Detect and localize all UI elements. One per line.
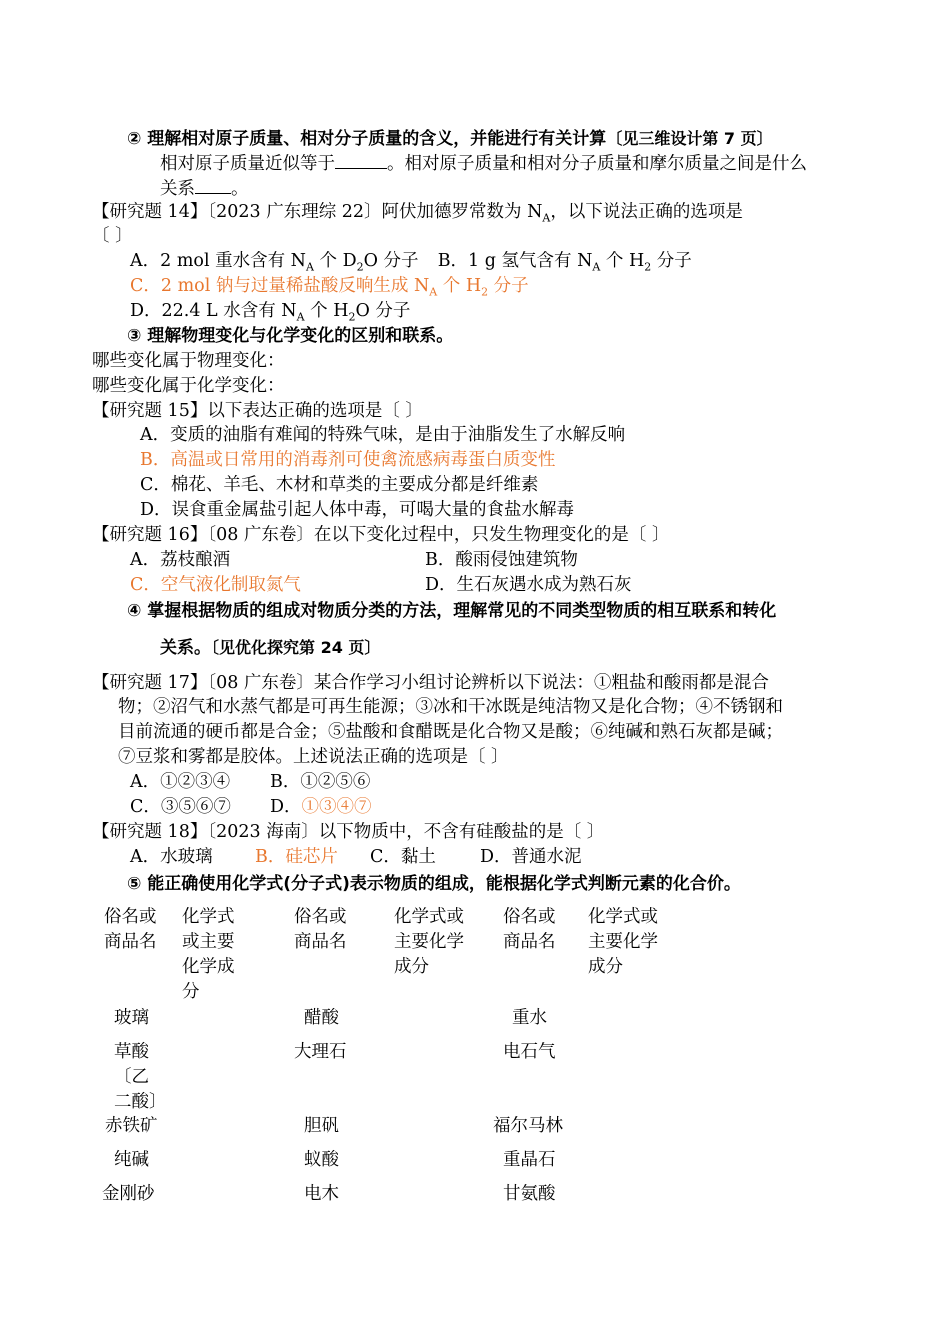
question-14-options-ab <box>130 249 692 273</box>
objective-2-title: ② 理解相对原子质量、相对分子质量的含义，并能进行有关计算 <box>127 129 607 149</box>
question-16-option-d: D．生石灰遇水成为熟石灰 <box>425 575 632 595</box>
question-16-option-b: B．酸雨侵蚀建筑物 <box>425 550 578 570</box>
question-15-stem: 【研究题 15】以下表达正确的选项是〔 〕 <box>92 401 423 421</box>
objective-4-heading-line-1: ④ 掌握根据物质的组成对物质分类的方法，理解常见的不同类型物质的相互联系和转化 <box>127 601 777 621</box>
table-cell: 电石气 <box>503 1042 556 1062</box>
question-16-option-c: C．空气液化制取氮气 <box>130 575 301 595</box>
table-header-formula-1: 化学式或主要化学成分 <box>182 907 235 1002</box>
question-label: 【研究题 15】 <box>92 401 208 421</box>
question-15-option-b: B．高温或日常用的消毒剂可使禽流感病毒蛋白质变性 <box>140 450 556 470</box>
question-17-line-1: 【研究题 17】〔08 广东卷〕某合作学习小组讨论辨析以下说法：①粗盐和酸雨都是混合 <box>92 673 769 693</box>
question-label: 【研究题 18】 <box>92 822 208 842</box>
question-17-option-a: A．①②③④ <box>130 772 231 792</box>
objective-3-heading: ③ 理解物理变化与化学变化的区别和联系。 <box>127 326 454 346</box>
question-18-stem: 【研究题 18】〔2023 海南〕以下物质中，不含有硅酸盐的是〔 〕 <box>92 822 605 842</box>
objective-4-note: 〔见优化探究第 24 页〕 <box>211 638 381 657</box>
table-cell: 蚁酸 <box>304 1150 339 1170</box>
objective-4-heading-line-2: 关系。〔见优化探究第 24 页〕 <box>160 638 381 658</box>
question-14-option-c: C．2 mol 钠与过量稀盐酸反响生成 $N_A$ 个 $H_2$ 分子 <box>130 276 529 299</box>
table-cell: 大理石 <box>294 1042 347 1062</box>
objective-2-question-line-2: 关系 。 <box>160 175 249 201</box>
question-label: 【研究题 17】 <box>92 673 208 693</box>
table-header-formula-3: 化学式或主要化学成分 <box>588 907 658 977</box>
question-14-stem: 【研究题 14】〔2023 广东理综 22〕阿伏加德罗常数为 $N_A$，以下说法正确的选项是 <box>92 202 743 225</box>
question-15-option-c: C．棉花、羊毛、木材和草类的主要成分都是纤维素 <box>140 475 539 495</box>
table-cell: 醋酸 <box>304 1008 339 1028</box>
chemical-change-line: 哪些变化属于化学变化： <box>92 376 285 396</box>
question-18-option-d: D．普通水泥 <box>480 847 582 867</box>
objective-2-note: 〔见三维设计第 7 页〕 <box>606 129 773 148</box>
table-cell: 电木 <box>304 1184 339 1204</box>
table-cell: 福尔马林 <box>493 1116 563 1136</box>
question-14-option-d: D．22.4 L 水含有 $N_A$ 个 $H_2O$ 分子 <box>130 301 411 324</box>
table-cell: 金刚砂 <box>102 1184 155 1204</box>
question-15-option-d: D．误食重金属盐引起人体中毒，可喝大量的食盐水解毒 <box>140 500 575 520</box>
question-16-stem: 【研究题 16】〔08 广东卷〕在以下变化过程中，只发生物理变化的是〔 〕 <box>92 525 670 545</box>
question-17-line-2: 物；②沼气和水蒸气都是可再生能源；③冰和干冰既是纯洁物又是化合物；④不锈钢和 <box>118 697 783 717</box>
blank <box>335 150 387 169</box>
question-18-option-a: A．水玻璃 <box>130 847 213 867</box>
question-label: 【研究题 16】 <box>92 525 208 545</box>
option-a: A．2 mol 重水含有 $N_A$ 个 $D_2O$ 分子 <box>130 251 419 274</box>
table-header-formula-2: 化学式或主要化学成分 <box>394 907 464 977</box>
question-17-line-3: 目前流通的硬币都是合金；⑤盐酸和食醋既是化合物又是酸；⑥纯碱和熟石灰都是碱； <box>118 722 783 742</box>
option-b: B．1 g 氢气含有 $N_A$ 个 $H_2$ 分子 <box>437 251 692 274</box>
table-header-name-3: 俗名或商品名 <box>503 907 556 952</box>
table-header-name-1: 俗名或商品名 <box>104 907 157 952</box>
question-label: 【研究题 14】 <box>92 202 208 222</box>
table-cell: 纯碱 <box>114 1150 149 1170</box>
table-cell: 胆矾 <box>304 1116 339 1136</box>
question-15-option-a: A．变质的油脂有难闻的特殊气味，是由于油脂发生了水解反响 <box>140 425 626 445</box>
table-header-name-2: 俗名或商品名 <box>294 907 347 952</box>
question-17-option-c: C．③⑤⑥⑦ <box>130 797 231 817</box>
question-17-option-d: D．①③④⑦ <box>270 797 372 817</box>
objective-2-heading <box>127 127 773 151</box>
table-cell: 赤铁矿 <box>105 1116 158 1136</box>
question-16-option-a: A．荔枝酿酒 <box>130 550 231 570</box>
table-cell: 甘氨酸 <box>503 1184 556 1204</box>
question-17-option-b: B．①②⑤⑥ <box>270 772 371 792</box>
table-cell: 草酸〔乙二酸〕 <box>114 1042 167 1112</box>
physical-change-line: 哪些变化属于物理变化： <box>92 351 285 371</box>
question-18-option-b: B．硅芯片 <box>255 847 338 867</box>
blank <box>195 175 231 194</box>
objective-2-question-line-1: 相对原子质量近似等于 。相对原子质量和相对分子质量和摩尔质量之间是什么 <box>160 150 807 176</box>
table-cell: 重晶石 <box>503 1150 556 1170</box>
question-14-paren: 〔 〕 <box>92 226 133 246</box>
table-cell: 玻璃 <box>114 1008 149 1028</box>
table-cell: 重水 <box>512 1008 547 1028</box>
objective-5-heading: ⑤ 能正确使用化学式(分子式)表示物质的组成，能根据化学式判断元素的化合价。 <box>127 874 741 894</box>
question-18-option-c: C．黏土 <box>370 847 436 867</box>
question-17-line-4: ⑦豆浆和雾都是胶体。上述说法正确的选项是〔 〕 <box>118 747 509 767</box>
